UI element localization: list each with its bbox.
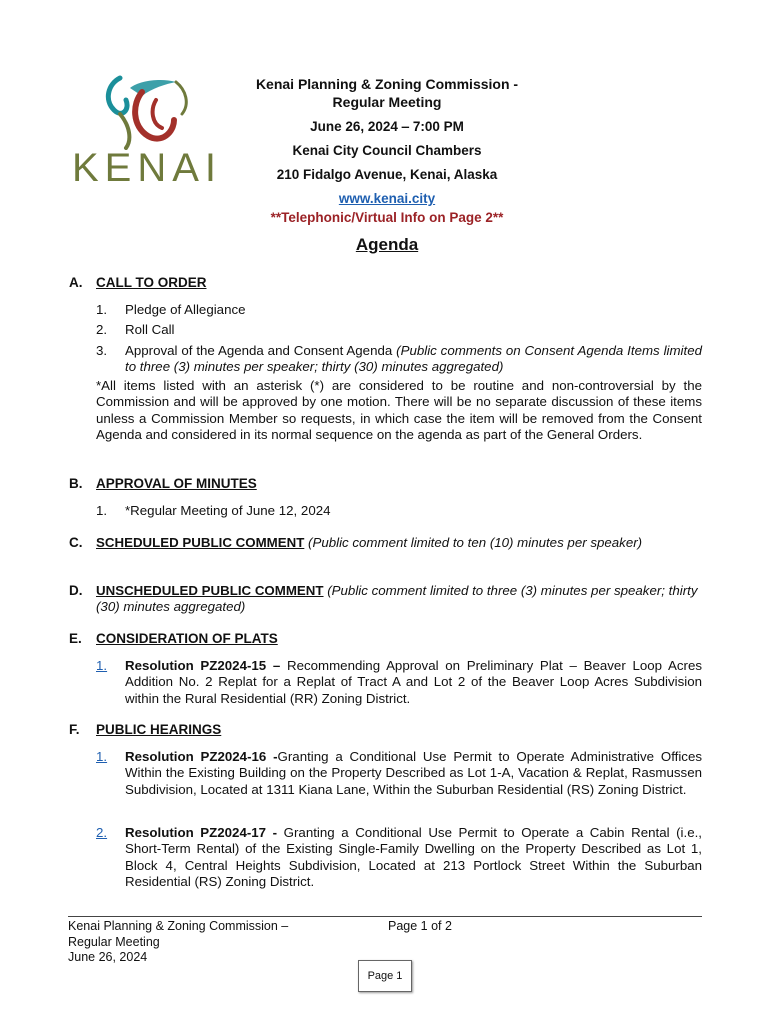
item-text: Pledge of Allegiance: [125, 302, 246, 317]
title-line-1: Kenai Planning & Zoning Commission -: [255, 76, 519, 92]
section-a-heading: [69, 275, 207, 290]
website-link[interactable]: www.kenai.city: [338, 191, 436, 206]
section-title: UNSCHEDULED PUBLIC COMMENT: [96, 583, 324, 598]
section-title: PUBLIC HEARINGS: [96, 722, 222, 737]
item-text: *Regular Meeting of June 12, 2024: [125, 503, 331, 518]
section-c-heading: [96, 535, 702, 551]
list-item: [96, 343, 702, 376]
section-title: SCHEDULED PUBLIC COMMENT: [96, 535, 305, 550]
section-f-heading: [69, 722, 221, 737]
footer-line-1: Kenai Planning & Zoning Commission –: [68, 919, 289, 933]
item-text: Granting a Conditional Use Permit to Operate a Cabin Rental (i.e., Short-Term Rental) of the Existing Single-Family Dwelling on the Property Described as Lot 1, Block 4, Central Heights Subdivision, Located at 213 Portlock Street Within the Suburban Residential (RS) Zoning District.: [125, 825, 702, 890]
list-item: [96, 825, 702, 891]
section-letter: F.: [69, 722, 80, 737]
section-c-letter: C.: [69, 535, 83, 550]
telephonic-note: **Telephonic/Virtual Info on Page 2**: [270, 210, 504, 225]
section-letter: E.: [69, 631, 82, 646]
section-letter: A.: [69, 275, 83, 290]
item-text-wrap: [125, 343, 702, 376]
item-text: Recommending Approval on Preliminary Plat – Beaver Loop Acres Addition No. 2 Replat for a Replat of Tract A and Lot 2 of the Beaver Loop Acres Subdivision within the Rural Residential (RR) Zoning District.: [125, 658, 702, 706]
item-text-wrap: [125, 658, 702, 707]
footer-line-3: June 26, 2024: [68, 950, 148, 964]
title-line-2: Regular Meeting: [332, 94, 442, 110]
page-number-box: Page 1: [358, 960, 412, 992]
item-number-link[interactable]: 1.: [96, 749, 108, 764]
item-text: Roll Call: [125, 322, 175, 337]
item-number-link[interactable]: 2.: [96, 825, 108, 840]
item-text: Granting a Conditional Use Permit to Operate Administrative Offices Within the Existing Building on the Property Described as Lot 1-A, Vacation & Replat, Rasmussen Subdivision, Located at 1311 Kiana Lane, Within the Suburban Residential (RS) Zoning District.: [125, 749, 702, 797]
meeting-location: Kenai City Council Chambers: [292, 143, 482, 158]
section-italic-note: (Public comment limited to ten (10) minutes per speaker): [308, 535, 643, 550]
list-item: [96, 658, 702, 707]
footer-divider: [68, 916, 702, 917]
resolution-id: Resolution PZ2024-15 –: [125, 658, 281, 673]
resolution-id: Resolution PZ2024-16 -: [125, 749, 278, 764]
section-d-letter: D.: [69, 583, 83, 598]
item-number: 3.: [96, 343, 108, 358]
section-title: CALL TO ORDER: [96, 275, 207, 290]
item-text-wrap: [125, 825, 702, 891]
section-letter: B.: [69, 476, 83, 491]
kenai-swirl-icon: [70, 70, 215, 150]
meeting-date-time: June 26, 2024 ‒ 7:00 PM: [310, 119, 464, 134]
kenai-logo: [70, 70, 223, 190]
resolution-id: Resolution PZ2024-17 -: [125, 825, 278, 840]
list-item: [96, 302, 702, 318]
agenda-heading: Agenda: [355, 235, 419, 254]
item-italic-note: (Public comments on Consent Agenda Items limited to three (3) minutes per speaker; thirty (30) minutes aggregated): [125, 343, 702, 375]
item-number: 2.: [96, 322, 108, 337]
section-b-heading: [69, 476, 257, 491]
section-italic-note: (Public comment limited to three (3) minutes per speaker; thirty (30) minutes aggregated): [96, 583, 698, 615]
meeting-address: 210 Fidalgo Avenue, Kenai, Alaska: [276, 167, 498, 182]
footer-line-2: Regular Meeting: [68, 935, 160, 949]
list-item: [96, 749, 702, 798]
section-e-heading: [69, 631, 278, 646]
section-d-heading: [96, 583, 702, 616]
section-title: APPROVAL OF MINUTES: [96, 476, 257, 491]
item-text-wrap: [125, 749, 702, 798]
logo-wordmark: KENAI: [72, 146, 223, 190]
item-number: 1.: [96, 302, 108, 317]
page-count: Page 1 of 2: [388, 919, 452, 933]
item-number: 1.: [96, 503, 108, 518]
consent-note: *All items listed with an asterisk (*) are considered to be routine and non-controversial by the Commission and will be approved by one motion. There will be no separate discussion of these items unless a Commission Member so requests, in which case the item will be removed from the Consent Agenda and considered in its normal sequence on the agenda as part of the General Orders.: [96, 378, 702, 443]
list-item: [96, 503, 702, 519]
section-title: CONSIDERATION OF PLATS: [96, 631, 278, 646]
item-number-link[interactable]: 1.: [96, 658, 108, 673]
item-text: Approval of the Agenda and Consent Agenda: [125, 343, 393, 358]
list-item: [96, 322, 702, 338]
